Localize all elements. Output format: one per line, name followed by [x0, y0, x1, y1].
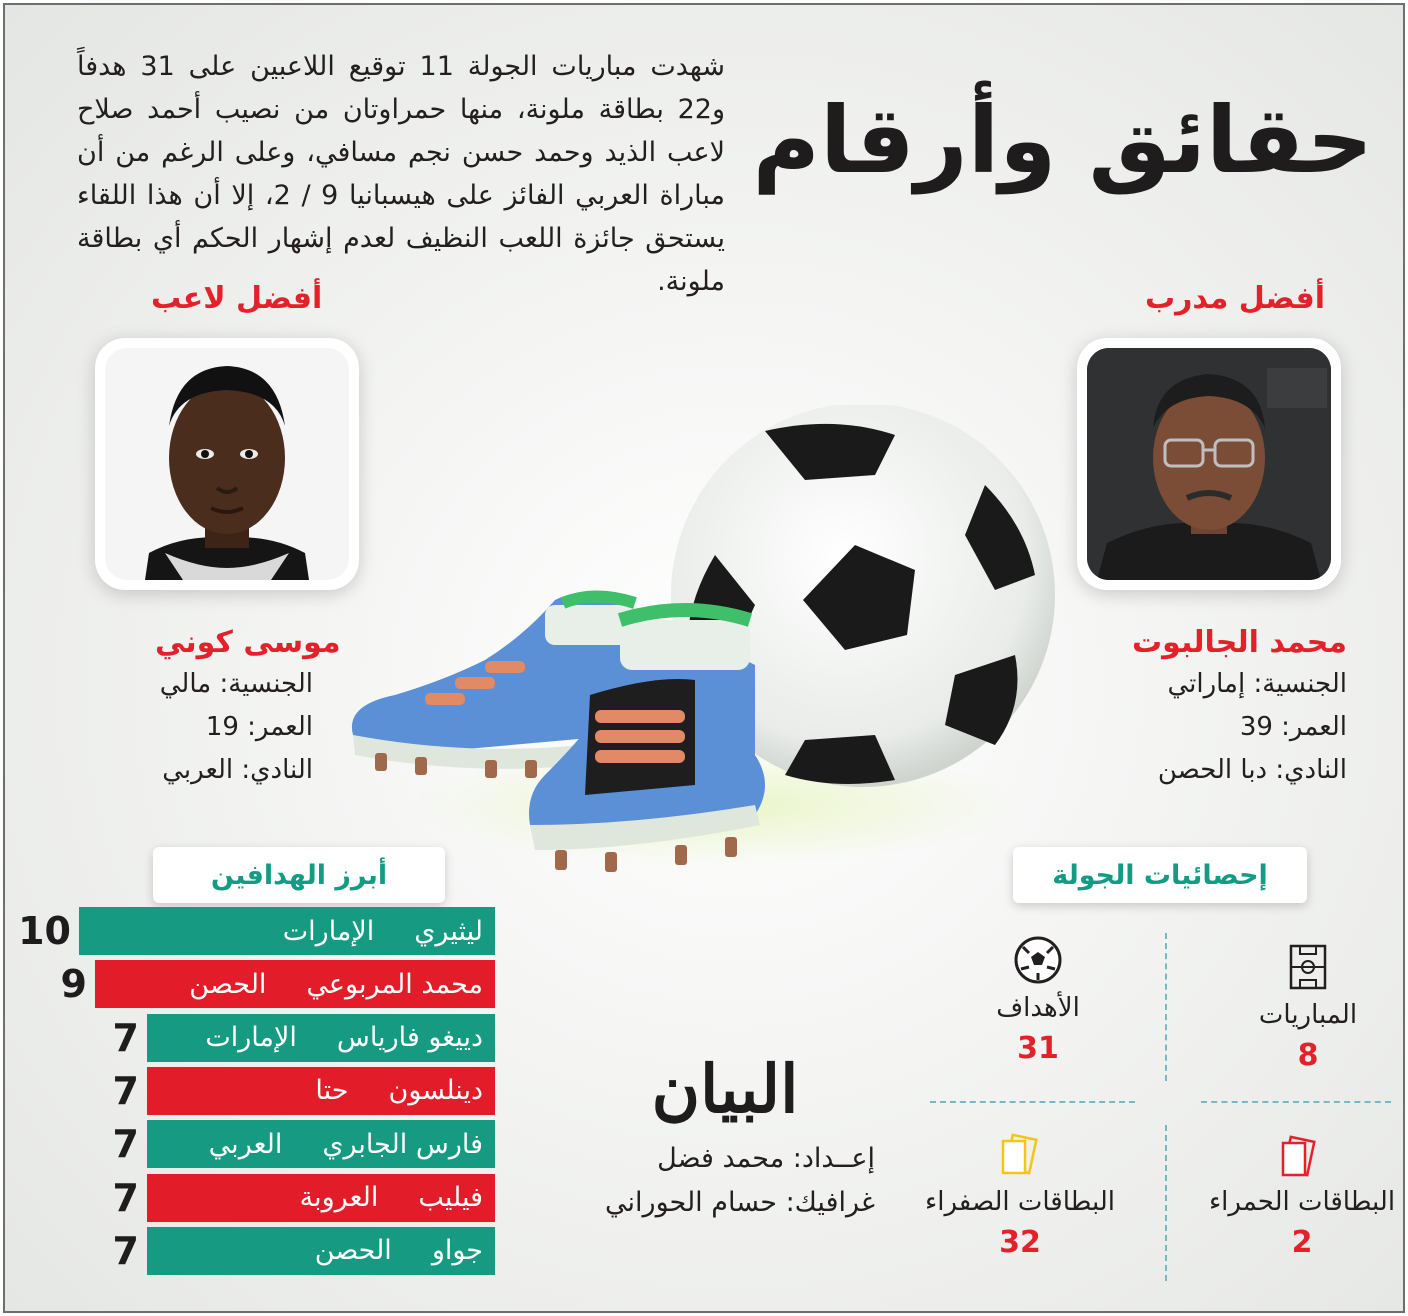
scorer-name: ليثيري: [414, 915, 483, 947]
stat-matches-value: 8: [1297, 1038, 1319, 1073]
player-photo: [95, 338, 359, 590]
best-player-label: أفضل لاعب: [151, 281, 323, 316]
coach-photo: [1077, 338, 1341, 590]
stat-yellow-cards-label: البطاقات الصفراء: [925, 1187, 1115, 1217]
scorer-bar: [95, 960, 495, 1008]
scorer-name: محمد المربوعي: [306, 968, 483, 1000]
player-nationality: الجنسية: مالي: [159, 669, 313, 699]
scorer-bar: [147, 1120, 495, 1168]
divider: [930, 1101, 1135, 1103]
newspaper-logo: البيان: [651, 1050, 799, 1128]
red-card-icon: [1187, 1127, 1405, 1181]
divider: [1165, 933, 1167, 1081]
scorer-row: [5, 1120, 505, 1170]
scorer-bar: [147, 1014, 495, 1062]
scorer-club: العروبة: [299, 1182, 379, 1213]
best-coach-label: أفضل مدرب: [1145, 281, 1326, 316]
scorer-name: دييغو فارياس: [336, 1022, 483, 1054]
scorer-club: العربي: [208, 1128, 283, 1160]
stat-red-cards: [1187, 1127, 1405, 1260]
coach-info: [1045, 663, 1347, 792]
coach-age: العمر: 39: [1239, 712, 1347, 742]
scorer-club: الإمارات: [205, 1022, 297, 1054]
round-stats-label: إحصائيات الجولة: [1013, 847, 1307, 903]
intro-paragraph: شهدت مباريات الجولة 11 توقيع اللاعبين على 31 هدفاً و22 بطاقة ملونة، منها حمراوتان من نصيب أحمد صلاح لاعب الذيد وحمد حسن نجم مسافي، وعلى الرغم من أن مباراة العربي الفائز على هيسبانيا 9 / 2، إلا أن هذا اللقاء يستحق جائزة اللعب النظيف لعدم إشهار الحكم أي بطاقة ملونة.: [77, 51, 726, 297]
scorer-goals: 10: [18, 909, 71, 953]
coach-name: محمد الجالبوت: [1132, 625, 1347, 660]
player-info: [45, 663, 313, 792]
stat-goals-label: الأهداف: [996, 993, 1080, 1023]
player-name: موسى كوني: [155, 625, 341, 660]
scorer-name: فارس الجابري: [322, 1128, 483, 1160]
scorer-club: الحصن: [314, 1235, 392, 1267]
stat-yellow-cards-value: 32: [999, 1225, 1041, 1260]
stat-yellow-cards: [905, 1127, 1135, 1260]
football-boots-illustration: [335, 405, 1075, 885]
scorer-name: دينلسون: [388, 1075, 483, 1107]
scorer-bar: [79, 907, 495, 955]
ball-icon: [923, 933, 1153, 987]
stat-goals-value: 31: [1017, 1031, 1059, 1066]
scorer-row: [5, 907, 505, 957]
scorer-row: [5, 960, 505, 1010]
coach-nationality: الجنسية: إماراتي: [1167, 669, 1347, 699]
scorer-bar: [147, 1174, 495, 1222]
stat-red-cards-value: 2: [1291, 1225, 1313, 1260]
page-title: حقائق وأرقام: [752, 87, 1373, 194]
player-club: النادي: العربي: [162, 755, 313, 785]
pitch-icon: [1193, 940, 1405, 994]
scorer-club: الحصن: [189, 968, 267, 1000]
top-scorers-label: أبرز الهدافين: [153, 847, 445, 903]
scorer-bar: [147, 1227, 495, 1275]
scorer-row: [5, 1174, 505, 1224]
credits: [585, 1137, 875, 1225]
divider: [1201, 1101, 1391, 1103]
scorer-row: [5, 1014, 505, 1064]
scorer-goals: 7: [112, 1122, 139, 1167]
scorer-club: حتا: [315, 1075, 349, 1107]
infographic-frame: [3, 3, 1405, 1313]
scorer-row: [5, 1227, 505, 1277]
stat-red-cards-label: البطاقات الحمراء: [1208, 1187, 1396, 1217]
divider: [1165, 1125, 1167, 1281]
player-age: العمر: 19: [205, 712, 313, 742]
scorer-goals: 9: [60, 962, 87, 1007]
scorer-name: جواو: [431, 1235, 483, 1267]
scorer-name: فيليب: [418, 1182, 483, 1213]
scorer-goals: 7: [112, 1068, 139, 1113]
stat-goals: [923, 933, 1153, 1066]
scorer-goals: 7: [112, 1175, 139, 1220]
credits-graphics: غرافيك: حسام الحوراني: [605, 1187, 875, 1218]
scorer-bar: [147, 1067, 495, 1115]
scorer-goals: 7: [112, 1228, 139, 1273]
scorer-club: الإمارات: [282, 915, 375, 947]
stat-matches: [1193, 940, 1405, 1073]
yellow-card-icon: [905, 1127, 1135, 1181]
credits-prepared: إعــداد: محمد فضل: [657, 1143, 875, 1174]
coach-club: النادي: دبا الحصن: [1157, 755, 1347, 785]
stat-matches-label: المباريات: [1258, 1000, 1358, 1030]
scorer-goals: 7: [112, 1015, 139, 1060]
scorer-row: [5, 1067, 505, 1117]
